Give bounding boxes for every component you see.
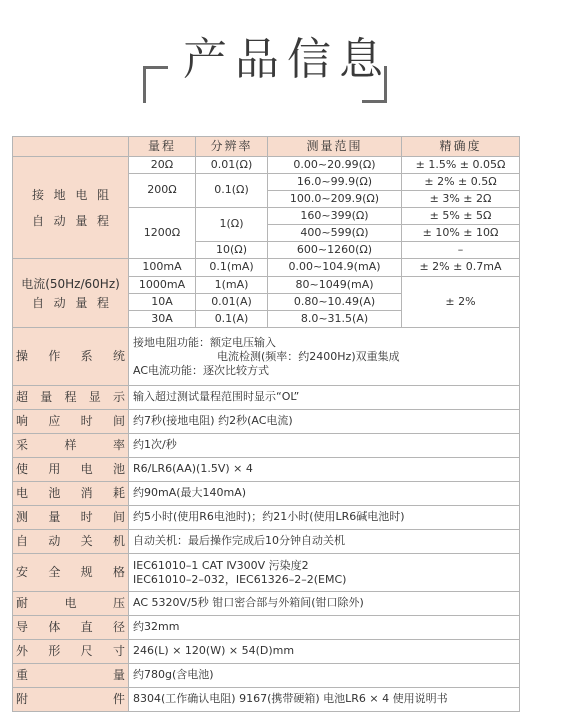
cell-resolution: 0.1(A)	[196, 311, 268, 328]
current-label	[13, 259, 129, 328]
cell-measure: 160~399(Ω)	[268, 208, 402, 225]
cell-measure: 80~1049(mA)	[268, 277, 402, 294]
cell-resolution: 0.01(Ω)	[196, 157, 268, 174]
table-header-row	[13, 137, 520, 157]
cell-range: 200Ω	[129, 174, 196, 208]
spec-label: 耐电压	[13, 592, 129, 616]
cell-resolution: 1(mA)	[196, 277, 268, 294]
spec-label: 采样率	[13, 434, 129, 458]
spec-value: AC 5320V/5秒 钳口密合部与外箱间(钳口除外)	[129, 592, 520, 616]
spec-label: 使用电池	[13, 458, 129, 482]
spec-value-line: 电流检测(频率：约2400Hz)双重集成	[217, 349, 400, 363]
cell-range: 20Ω	[129, 157, 196, 174]
spec-label: 操作系统	[13, 328, 129, 386]
cell-measure: 400~599(Ω)	[268, 225, 402, 242]
spec-row	[13, 482, 520, 506]
spec-label: 附件	[13, 688, 129, 712]
cell-measure: 600~1260(Ω)	[268, 242, 402, 259]
spec-row-operation	[13, 328, 520, 386]
cell-range: 1200Ω	[129, 208, 196, 259]
spec-row	[13, 664, 520, 688]
cell-accuracy: ± 2%	[402, 277, 520, 328]
table-row	[13, 259, 520, 277]
spec-value: 约5小时(使用R6电池时)；约21小时(使用LR6碱电池时)	[129, 506, 520, 530]
cell-measure: 0.00~20.99(Ω)	[268, 157, 402, 174]
spec-value: 约1次/秒	[129, 434, 520, 458]
cell-measure: 16.0~99.9(Ω)	[268, 174, 402, 191]
spec-label: 安全规格	[13, 554, 129, 592]
page-title: 产品信息	[183, 34, 391, 85]
cell-resolution: 0.1(mA)	[196, 259, 268, 277]
cell-measure: 100.0~209.9(Ω)	[268, 191, 402, 208]
spec-value: 自动关机：最后操作完成后10分钟自动关机	[129, 530, 520, 554]
cell-range: 100mA	[129, 259, 196, 277]
col-header-accuracy: 精确度	[402, 137, 520, 157]
cell-accuracy: ± 1.5% ± 0.05Ω	[402, 157, 520, 174]
cell-resolution: 0.01(A)	[196, 294, 268, 311]
current-label-line1: 电流(50Hz/60Hz)	[21, 276, 120, 291]
ground-label-line1: 接地电阻	[32, 187, 109, 202]
spec-label: 重量	[13, 664, 129, 688]
spec-row	[13, 530, 520, 554]
spec-value	[129, 554, 520, 592]
spec-table	[12, 136, 520, 712]
spec-label: 自动关机	[13, 530, 129, 554]
cell-accuracy: ± 2% ± 0.7mA	[402, 259, 520, 277]
cell-accuracy: –	[402, 242, 520, 259]
cell-resolution: 10(Ω)	[196, 242, 268, 259]
col-header-resolution: 分辨率	[196, 137, 268, 157]
spec-value-line: AC电流功能：逐次比较方式	[133, 363, 270, 377]
cell-resolution: 0.1(Ω)	[196, 174, 268, 208]
cell-range: 30A	[129, 311, 196, 328]
spec-value: 约90mA(最大140mA)	[129, 482, 520, 506]
spec-value: R6/LR6(AA)(1.5V) × 4	[129, 458, 520, 482]
spec-label: 外形尺寸	[13, 640, 129, 664]
cell-resolution: 1(Ω)	[196, 208, 268, 242]
spec-label: 超量程显示	[13, 386, 129, 410]
spec-value-line: 接地电阻功能：额定电压输入	[133, 335, 276, 349]
col-header-range: 量程	[129, 137, 196, 157]
cell-measure: 8.0~31.5(A)	[268, 311, 402, 328]
table-row	[13, 157, 520, 174]
spec-label: 电池消耗	[13, 482, 129, 506]
spec-row	[13, 410, 520, 434]
spec-row	[13, 640, 520, 664]
spec-label: 响应时间	[13, 410, 129, 434]
cell-accuracy: ± 2% ± 0.5Ω	[402, 174, 520, 191]
title-bracket-right	[362, 66, 387, 103]
ground-label-line2: 自动量程	[32, 213, 109, 228]
cell-range: 10A	[129, 294, 196, 311]
spec-label: 导体直径	[13, 616, 129, 640]
cell-accuracy: ± 3% ± 2Ω	[402, 191, 520, 208]
cell-accuracy: ± 5% ± 5Ω	[402, 208, 520, 225]
spec-value-line: IEC61010–1 CAT Ⅳ300V 污染度2	[133, 558, 309, 572]
spec-row	[13, 386, 520, 410]
spec-row	[13, 554, 520, 592]
ground-label	[13, 157, 129, 259]
spec-value: 约780g(含电池)	[129, 664, 520, 688]
spec-row	[13, 506, 520, 530]
header-blank	[13, 137, 129, 157]
spec-row	[13, 592, 520, 616]
spec-value	[129, 328, 520, 386]
spec-row	[13, 458, 520, 482]
cell-measure: 0.00~104.9(mA)	[268, 259, 402, 277]
col-header-measure: 测量范围	[268, 137, 402, 157]
spec-label: 测量时间	[13, 506, 129, 530]
cell-measure: 0.80~10.49(A)	[268, 294, 402, 311]
spec-value: 246(L) × 120(W) × 54(D)mm	[129, 640, 520, 664]
spec-value: 8304(工作确认电阻) 9167(携带硬箱) 电池LR6 × 4 使用说明书	[129, 688, 520, 712]
spec-row	[13, 616, 520, 640]
spec-value: 输入超过测试量程范围时显示“OL”	[129, 386, 520, 410]
spec-row	[13, 434, 520, 458]
page-header	[0, 0, 574, 130]
spec-value: 约32mm	[129, 616, 520, 640]
spec-value: 约7秒(接地电阻) 约2秒(AC电流)	[129, 410, 520, 434]
spec-value-line: IEC61010–2–032，IEC61326–2–2(EMC)	[133, 572, 347, 586]
cell-accuracy: ± 10% ± 10Ω	[402, 225, 520, 242]
current-label-line2: 自动量程	[32, 295, 109, 310]
cell-range: 1000mA	[129, 277, 196, 294]
